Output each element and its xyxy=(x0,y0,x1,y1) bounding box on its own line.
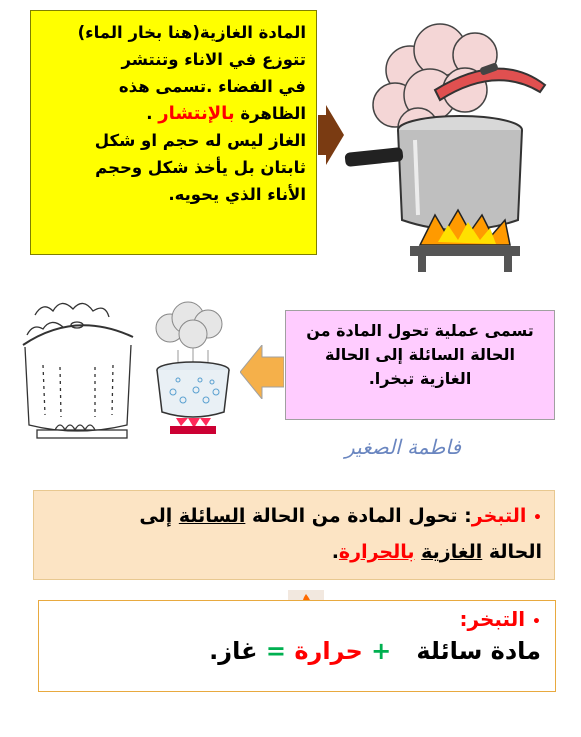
bullet-icon: • xyxy=(533,510,542,526)
text-line xyxy=(46,499,542,535)
text-segment: : xyxy=(459,607,468,631)
by-heat-word: بالحرارة xyxy=(338,541,415,563)
gaseous-word: الغازية xyxy=(421,541,483,563)
evaporation-definition-box xyxy=(285,310,555,420)
text-line xyxy=(41,100,306,127)
liquid-substance: مادة سائلة xyxy=(416,637,541,665)
boiling-water-illustration xyxy=(148,300,238,450)
text-line: الأناء الذي يحويه. xyxy=(168,185,306,204)
text-line: الغازية تبخرا. xyxy=(368,369,472,388)
bullet-icon: • xyxy=(532,614,541,630)
equals-sign: = xyxy=(265,637,286,665)
text-segment: الحالة xyxy=(482,541,542,563)
text-line: تسمى عملية تحول المادة من xyxy=(306,321,534,340)
text-line: المادة الغازية(هنا بخار الماء) xyxy=(77,23,306,42)
arrow-left-icon xyxy=(240,345,284,399)
liquid-word: السائلة xyxy=(178,505,246,527)
text-line: في الفضاء .تسمى هذه xyxy=(118,77,306,96)
evaporation-equation-box xyxy=(38,600,556,692)
text-segment: إلى xyxy=(139,505,179,527)
text-segment: . xyxy=(146,104,159,123)
text-line xyxy=(53,607,541,631)
evaporation-summary-box xyxy=(33,490,555,580)
text-line: الغاز ليس له حجم او شكل xyxy=(94,131,306,150)
text-line xyxy=(46,535,542,569)
author-signature: فاطمة الصغير xyxy=(345,435,461,459)
text-line: ثابتان بل يأخذ شكل وحجم xyxy=(95,158,306,177)
text-line: الحالة السائلة إلى الحالة xyxy=(325,345,515,364)
text-segment: : تحول المادة من الحالة xyxy=(245,505,472,527)
text-segment: الظاهرة xyxy=(240,104,306,123)
evaporation-equation xyxy=(53,631,541,671)
text-segment: . xyxy=(331,541,339,563)
diffusion-textbox xyxy=(30,10,317,255)
diffusion-term: بالإنتشار xyxy=(158,103,235,124)
term-evaporation: التبخر xyxy=(471,505,527,527)
heat-word: حرارة xyxy=(294,637,363,665)
text-line: تتوزع في الاناء وتنتشر xyxy=(121,50,306,69)
boiling-pot-illustration xyxy=(340,10,555,275)
covered-pot-illustration xyxy=(15,275,140,455)
plus-sign: + xyxy=(371,637,392,665)
term-evaporation: التبخر xyxy=(467,607,526,631)
gas-word: غاز. xyxy=(209,637,258,665)
